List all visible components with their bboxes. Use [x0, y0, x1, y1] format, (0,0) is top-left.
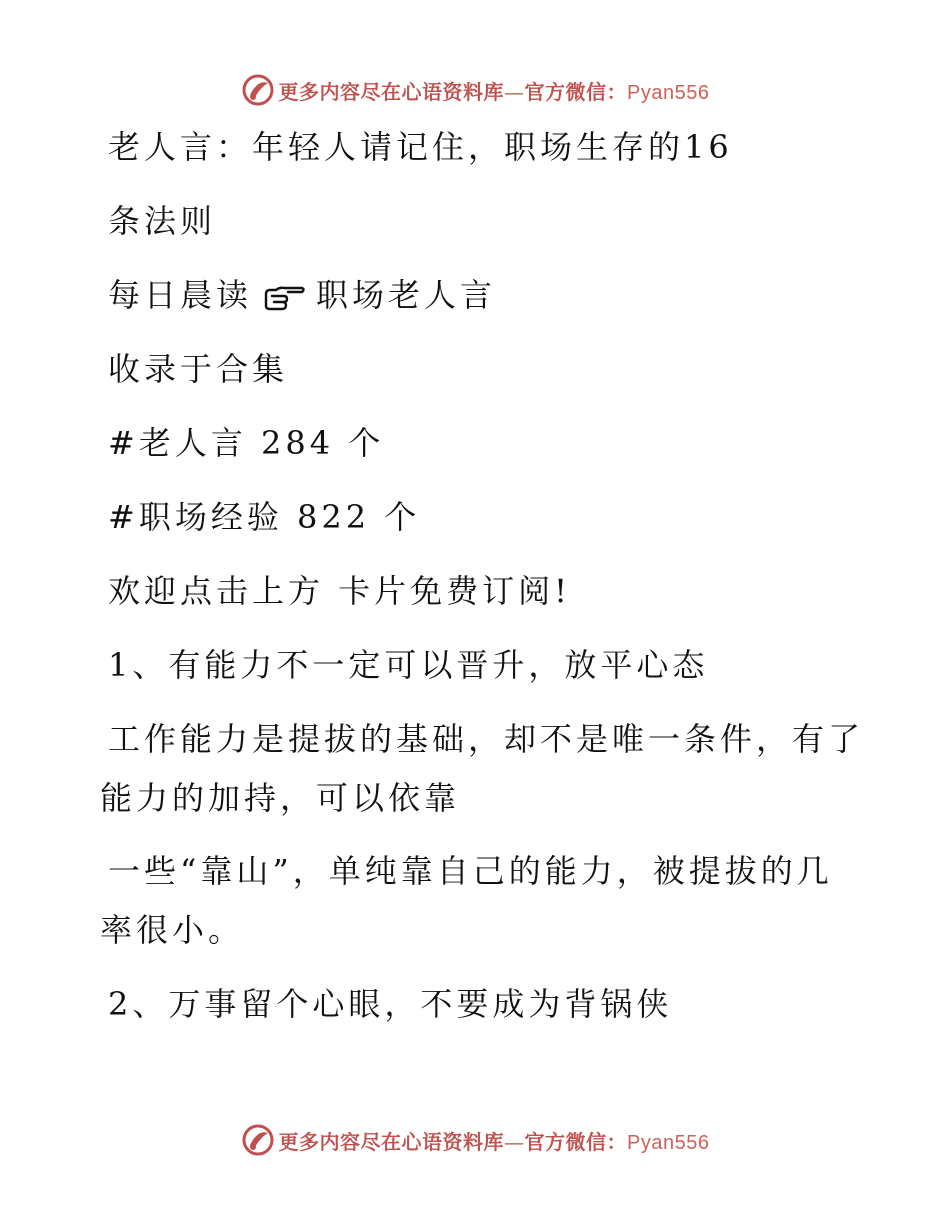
red-logo-icon: [241, 1123, 275, 1157]
title-line-2: 条法则: [108, 202, 217, 240]
subscribe-prompt: 欢迎点击上方 卡片免费订阅!: [108, 572, 572, 610]
point-2-title: 2、万事留个心眼，不要成为背锅侠: [108, 985, 673, 1023]
tag-old-sayings[interactable]: #老人言 284 个: [108, 424, 385, 462]
morning-reading-label: 每日晨读: [108, 276, 253, 314]
point-1-title: 1、有能力不一定可以晋升，放平心态: [108, 646, 709, 684]
watermark-text: 更多内容尽在心语资料库—官方微信：Pyan556: [278, 79, 710, 104]
tag-workplace-experience[interactable]: #职场经验 822 个: [108, 498, 421, 536]
title-line-1: 老人言：年轻人请记住，职场生存的16: [108, 128, 733, 166]
footer-watermark: [0, 1120, 950, 1160]
point-1-para-2-line-2: 率很小。: [100, 911, 245, 949]
point-1-para-2-line-1: 一些“靠山”，单纯靠自己的能力，被提拔的几: [108, 852, 833, 890]
pointing-hand-icon: [262, 284, 306, 312]
watermark-text: 更多内容尽在心语资料库—官方微信：Pyan556: [278, 1129, 710, 1154]
point-1-para-1-line-2: 能力的加持，可以依靠: [100, 779, 461, 817]
morning-reading-line: [108, 275, 496, 315]
collection-label: 收录于合集: [108, 350, 289, 388]
point-1-para-1-line-1: 工作能力是提拔的基础，却不是唯一条件，有了: [108, 720, 865, 758]
morning-reading-topic: 职场老人言: [316, 276, 497, 314]
